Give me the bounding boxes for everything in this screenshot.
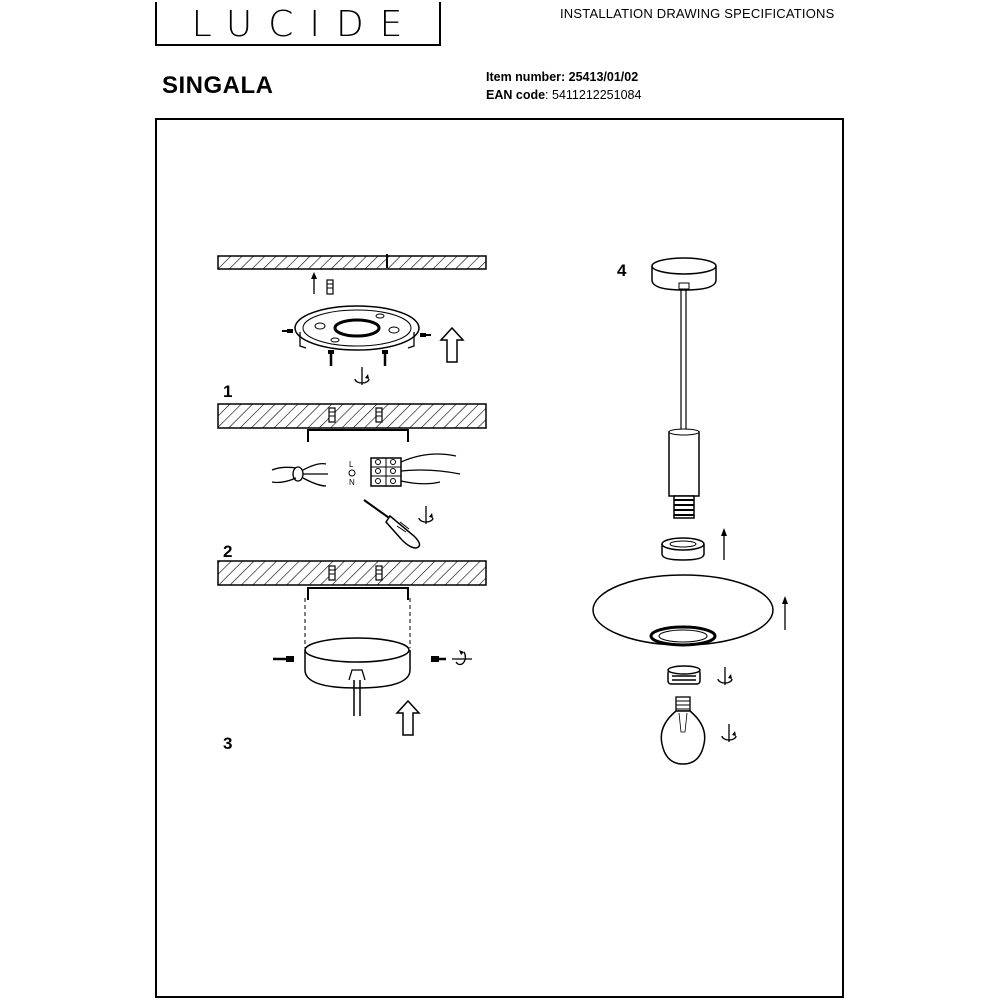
screw-icon: [431, 656, 446, 662]
wall-plug-icon: [329, 566, 335, 580]
pendant-canopy: [652, 258, 716, 290]
wall-plug-icon: [376, 566, 382, 580]
step-1-drawing: [218, 254, 486, 401]
rotate-icon: [718, 667, 732, 685]
step-number: 1: [223, 382, 233, 401]
screw-icon: [382, 350, 388, 366]
rotate-icon: [419, 506, 433, 524]
lamp-shade: [593, 575, 773, 645]
screw-icon: [273, 656, 294, 662]
lamp-holder: [669, 429, 699, 518]
shade-ring: [668, 666, 700, 684]
live-label: L: [349, 460, 354, 469]
step-2-drawing: [218, 404, 486, 561]
ceiling-2: [218, 404, 486, 428]
screwdriver-icon: [364, 500, 420, 548]
mains-cable: [272, 464, 328, 486]
arrow-up-icon: [782, 596, 788, 630]
ceiling-canopy: [305, 638, 410, 716]
arrow-up-icon: [721, 528, 727, 560]
step-3-drawing: [218, 561, 486, 753]
rotate-icon: [452, 650, 472, 665]
bulb-icon: [661, 697, 704, 764]
product-name: SINGALA: [162, 72, 274, 99]
screw-icon: [420, 333, 431, 337]
ceiling-1: [218, 256, 486, 269]
wall-plug-icon: [327, 280, 333, 294]
rotate-icon: [722, 724, 736, 742]
rotate-icon: [355, 367, 369, 385]
wall-plug-icon: [376, 408, 382, 422]
terminal-block: [371, 458, 401, 486]
item-number-label: Item number: [486, 70, 562, 84]
screw-icon: [282, 329, 293, 333]
neutral-label: N: [349, 478, 355, 487]
ean-code-label: EAN code: [486, 88, 546, 102]
locking-ring: [662, 538, 704, 560]
document-type: INSTALLATION DRAWING SPECIFICATIONS: [560, 6, 835, 21]
screw-icon: [328, 350, 334, 366]
earth-icon: [349, 470, 355, 476]
ean-code-value: : 5411212251084: [545, 88, 642, 102]
step-4-drawing: [593, 258, 788, 764]
item-number-value: : 25413/01/02: [561, 70, 639, 84]
arrow-up-icon: [441, 328, 463, 362]
step-number: 2: [223, 542, 233, 561]
wall-plug-icon: [329, 408, 335, 422]
step-number: 4: [617, 261, 627, 280]
ceiling-3: [218, 561, 486, 585]
mounting-bracket: [295, 306, 419, 350]
brand-logo-text: LUCIDE: [191, 4, 419, 45]
step-number: 3: [223, 734, 233, 753]
arrow-up-icon: [397, 701, 419, 735]
